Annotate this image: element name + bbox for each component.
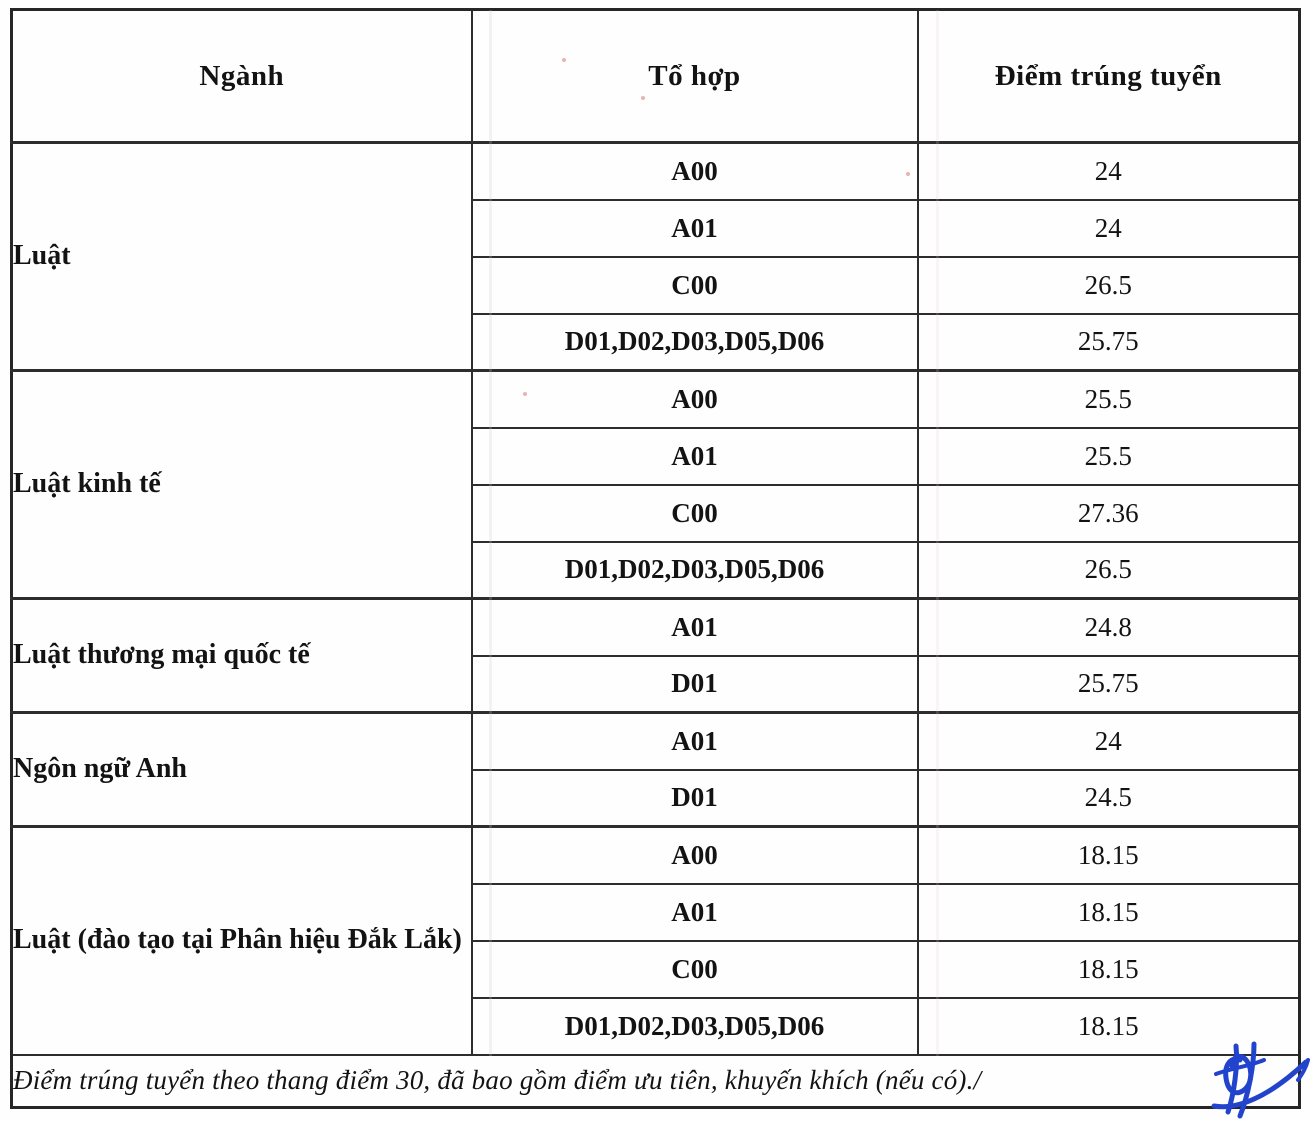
- combination-cell: C00: [472, 941, 918, 998]
- table-row: [12, 827, 1300, 884]
- score-cell: 26.5: [918, 257, 1300, 314]
- combination-cell: A01: [472, 713, 918, 770]
- col-header-combination: Tổ hợp: [472, 10, 918, 143]
- score-cell: 25.75: [918, 314, 1300, 371]
- score-cell: 18.15: [918, 941, 1300, 998]
- table-header-row: [12, 10, 1300, 143]
- footnote-cell: [12, 1055, 1300, 1108]
- combination-cell: A01: [472, 884, 918, 941]
- score-cell: 27.36: [918, 485, 1300, 542]
- score-cell: 25.5: [918, 428, 1300, 485]
- score-cell: 25.5: [918, 371, 1300, 428]
- combination-cell: A01: [472, 200, 918, 257]
- combination-cell: A00: [472, 371, 918, 428]
- combination-cell: C00: [472, 257, 918, 314]
- score-cell: 18.15: [918, 998, 1300, 1055]
- score-cell: 24: [918, 200, 1300, 257]
- score-cell: 26.5: [918, 542, 1300, 599]
- col-header-major: Ngành: [12, 10, 472, 143]
- table-row: [12, 713, 1300, 770]
- table-row: [12, 371, 1300, 428]
- combination-cell: A00: [472, 827, 918, 884]
- major-cell: Luật kinh tế: [12, 371, 472, 599]
- score-cell: 18.15: [918, 827, 1300, 884]
- combination-cell: D01,D02,D03,D05,D06: [472, 998, 918, 1055]
- combination-cell: D01,D02,D03,D05,D06: [472, 542, 918, 599]
- footnote-text: Điểm trúng tuyển theo thang điểm 30, đã bao gồm điểm ưu tiên, khuyến khích (nếu có)./: [13, 1065, 982, 1096]
- combination-cell: D01: [472, 656, 918, 713]
- score-cell: 24.8: [918, 599, 1300, 656]
- score-cell: 24: [918, 713, 1300, 770]
- footnote-row: [12, 1055, 1300, 1108]
- combination-cell: D01,D02,D03,D05,D06: [472, 314, 918, 371]
- col-header-score: Điểm trúng tuyển: [918, 10, 1300, 143]
- combination-cell: C00: [472, 485, 918, 542]
- combination-cell: A01: [472, 599, 918, 656]
- table-row: [12, 143, 1300, 200]
- score-cell: 25.75: [918, 656, 1300, 713]
- major-cell: Luật: [12, 143, 472, 371]
- combination-cell: D01: [472, 770, 918, 827]
- score-cell: 24: [918, 143, 1300, 200]
- major-cell: Ngôn ngữ Anh: [12, 713, 472, 827]
- major-cell: Luật (đào tạo tại Phân hiệu Đắk Lắk): [12, 827, 472, 1055]
- combination-cell: A00: [472, 143, 918, 200]
- major-cell: Luật thương mại quốc tế: [12, 599, 472, 713]
- table-row: [12, 599, 1300, 656]
- score-cell: 24.5: [918, 770, 1300, 827]
- score-cell: 18.15: [918, 884, 1300, 941]
- combination-cell: A01: [472, 428, 918, 485]
- admission-score-table: [10, 8, 1301, 1109]
